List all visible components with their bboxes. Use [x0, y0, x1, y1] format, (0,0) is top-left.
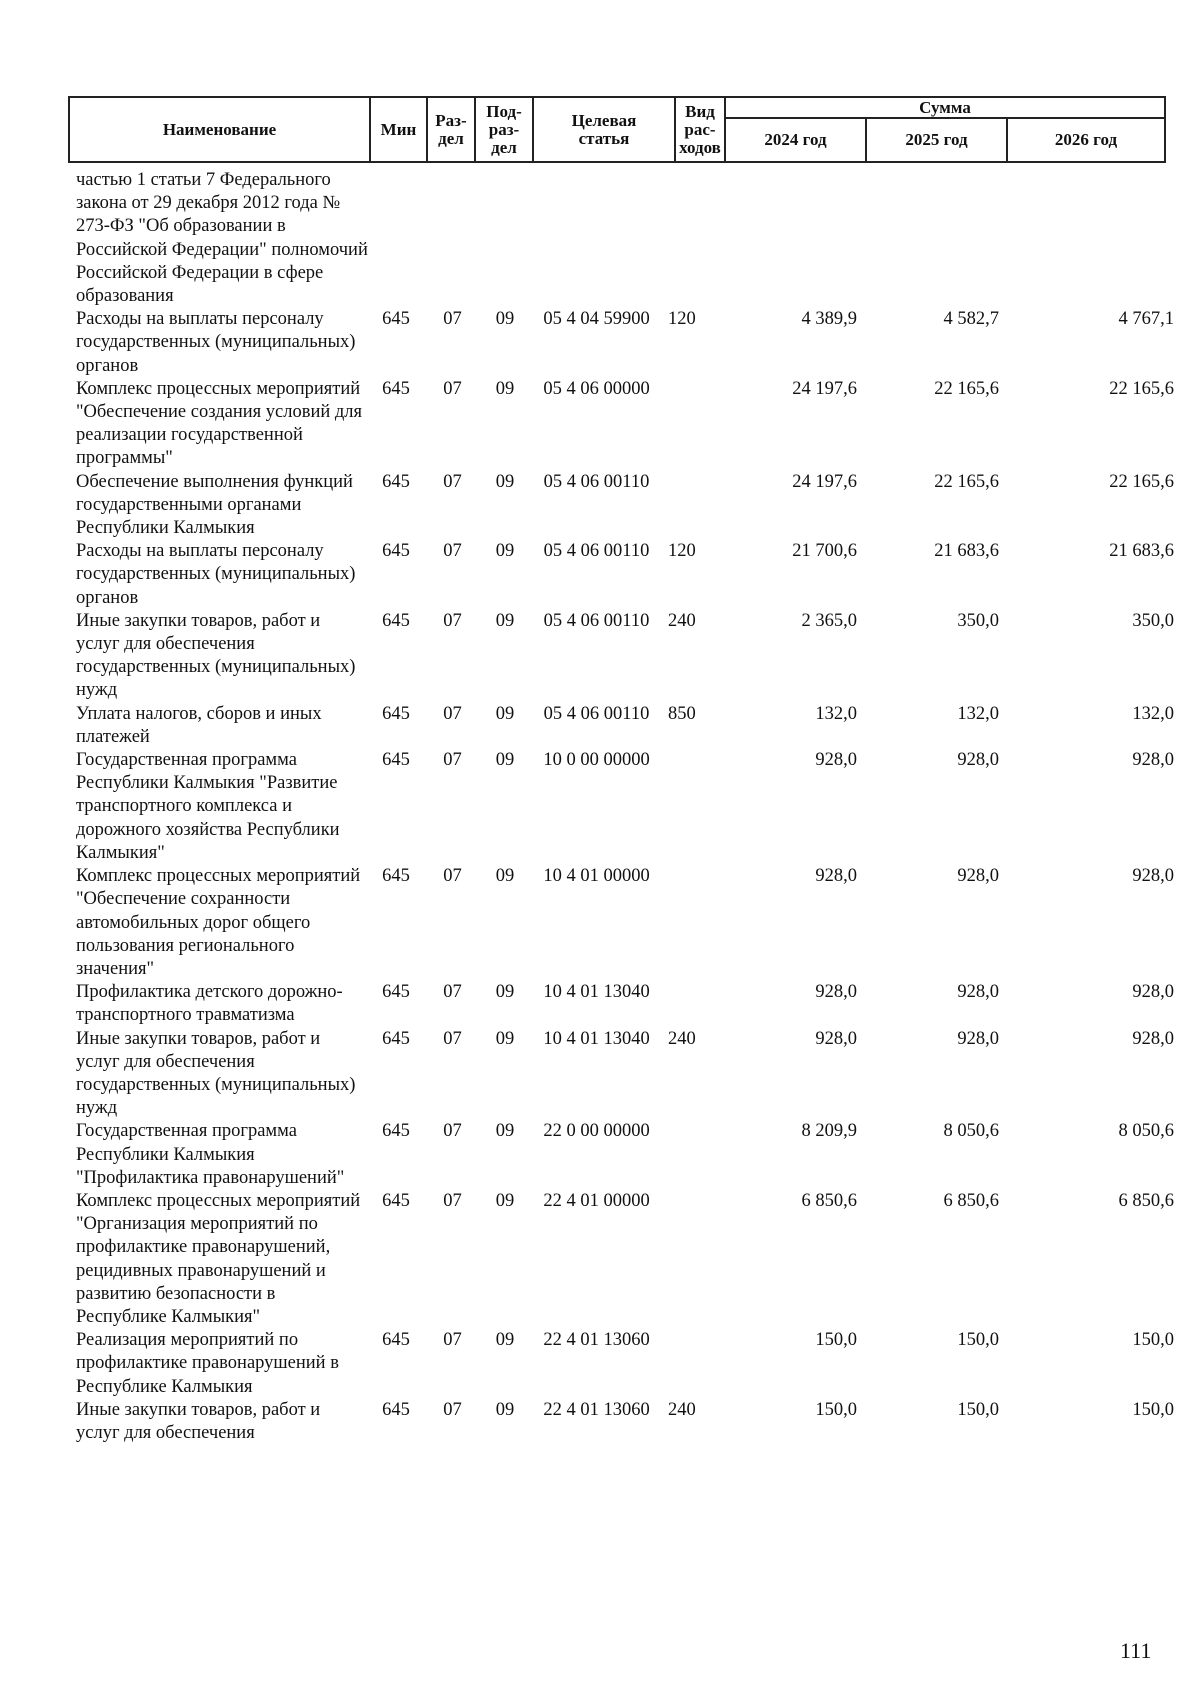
cell-podrazdel: 09 [495, 1399, 515, 1420]
cell-min: 645 [382, 541, 410, 562]
header-year-2026: 2026 год [1007, 118, 1165, 162]
header-podrazdel-line3: дел [491, 137, 517, 157]
cell-2025: 22 165,6 [934, 471, 999, 492]
cell-celevaya: 05 4 06 00000 [543, 378, 650, 399]
cell-2026: 350,0 [1132, 610, 1174, 631]
cell-2025: 928,0 [957, 1028, 999, 1049]
table-row [76, 610, 1176, 703]
cell-2024: 24 197,6 [792, 378, 857, 399]
table-row [76, 1028, 1176, 1121]
cell-razdel: 07 [443, 610, 462, 631]
budget-table-body [76, 169, 1176, 1445]
header-year-2025: 2025 год [866, 118, 1007, 162]
header-celevaya-line2: статья [578, 128, 630, 148]
table-row [76, 1399, 1176, 1445]
cell-min: 645 [382, 309, 410, 330]
table-header [68, 96, 1166, 163]
cell-2025: 150,0 [957, 1330, 999, 1351]
cell-2026: 928,0 [1132, 750, 1174, 771]
cell-2024: 132,0 [815, 703, 857, 724]
cell-name: частью 1 статьи 7 Федерального закона от 29 декабря 2012 года № 273-ФЗ "Об образовании в Российской Федерации" полномочий Российской Федерации в сфере образования [76, 170, 368, 307]
cell-celevaya [529, 169, 664, 308]
cell-razdel: 07 [443, 1028, 462, 1049]
cell-razdel: 07 [443, 982, 462, 1003]
cell-vid [664, 865, 719, 981]
cell-2024: 928,0 [815, 750, 857, 771]
cell-2025 [859, 169, 1001, 308]
cell-vid [664, 981, 719, 1027]
cell-celevaya: 05 4 06 00110 [543, 471, 650, 492]
cell-name: Иные закупки товаров, работ и услуг для обеспечения государственных (муниципальных) нужд [76, 1028, 356, 1119]
cell-podrazdel: 09 [495, 982, 515, 1003]
cell-podrazdel: 09 [495, 471, 515, 492]
header-year-2024: 2024 год [725, 118, 866, 162]
cell-min: 645 [382, 610, 410, 631]
cell-2026: 150,0 [1132, 1330, 1174, 1351]
table-rows [76, 169, 1176, 1445]
table-row [76, 378, 1176, 471]
cell-name: Уплата налогов, сборов и иных платежей [76, 703, 322, 747]
cell-2025: 350,0 [957, 610, 999, 631]
cell-2024: 8 209,9 [801, 1121, 857, 1142]
header-name: Наименование [69, 97, 370, 162]
cell-razdel: 07 [443, 541, 462, 562]
cell-celevaya: 22 4 01 00000 [543, 1190, 650, 1211]
header-vid-line2: рас- [684, 119, 716, 139]
cell-2024: 6 850,6 [801, 1190, 857, 1211]
cell-min: 645 [382, 1330, 410, 1351]
cell-vid [664, 1120, 719, 1190]
cell-min: 645 [382, 1399, 410, 1420]
cell-2026: 928,0 [1132, 866, 1174, 887]
cell-celevaya: 22 0 00 00000 [543, 1121, 650, 1142]
cell-razdel: 07 [443, 309, 462, 330]
cell-razdel: 07 [443, 1121, 462, 1142]
cell-celevaya: 05 4 06 00110 [543, 610, 650, 631]
table-row [76, 308, 1176, 378]
cell-celevaya: 10 4 01 13040 [543, 1028, 650, 1049]
header-razdel [427, 97, 475, 162]
header-razdel-line1: Раз- [435, 110, 467, 130]
cell-celevaya: 22 4 01 13060 [543, 1399, 650, 1420]
cell-podrazdel: 09 [495, 610, 515, 631]
table-row [76, 703, 1176, 749]
cell-vid [664, 1190, 719, 1329]
cell-vid: 240 [668, 610, 696, 631]
table-row [76, 1190, 1176, 1329]
header-razdel-line2: дел [438, 128, 464, 148]
cell-celevaya: 10 0 00 00000 [543, 750, 650, 771]
table-row [76, 1120, 1176, 1190]
cell-min: 645 [382, 1028, 410, 1049]
table-row [76, 540, 1176, 610]
cell-razdel: 07 [443, 750, 462, 771]
cell-2026 [1001, 169, 1176, 308]
cell-razdel [424, 169, 481, 308]
cell-vid: 850 [668, 703, 696, 724]
cell-vid: 240 [668, 1028, 696, 1049]
cell-celevaya: 10 4 01 13040 [543, 982, 650, 1003]
cell-2025: 132,0 [957, 703, 999, 724]
cell-name: Государственная программа Республики Калмыкия "Профилактика правонарушений" [76, 1121, 345, 1188]
header-podrazdel [475, 97, 533, 162]
cell-min: 645 [382, 750, 410, 771]
header-celevaya [533, 97, 675, 162]
header-vid-line1: Вид [685, 101, 715, 121]
cell-2025: 6 850,6 [943, 1190, 999, 1211]
cell-min: 645 [382, 471, 410, 492]
cell-2025: 4 582,7 [943, 309, 999, 330]
cell-min: 645 [382, 1190, 410, 1211]
cell-2024: 150,0 [815, 1330, 857, 1351]
cell-2026: 8 050,6 [1118, 1121, 1174, 1142]
cell-podrazdel: 09 [495, 1330, 515, 1351]
cell-2024: 4 389,9 [801, 309, 857, 330]
cell-razdel: 07 [443, 1190, 462, 1211]
cell-2024: 928,0 [815, 866, 857, 887]
cell-celevaya: 05 4 04 59900 [543, 309, 650, 330]
cell-2025: 22 165,6 [934, 378, 999, 399]
cell-name: Иные закупки товаров, работ и услуг для обеспечения государственных (муниципальных) нужд [76, 610, 356, 701]
header-podrazdel-line1: Под- [486, 101, 522, 121]
cell-podrazdel: 09 [495, 703, 515, 724]
cell-vid: 120 [668, 309, 696, 330]
cell-razdel: 07 [443, 1399, 462, 1420]
cell-2026: 150,0 [1132, 1399, 1174, 1420]
cell-vid [664, 1329, 719, 1399]
cell-podrazdel: 09 [495, 309, 515, 330]
cell-razdel: 07 [443, 378, 462, 399]
cell-name: Комплекс процессных мероприятий "Организация мероприятий по профилактике правонарушений, рецидивных правонарушений и развитию безопасности в Республике Калмыкия" [76, 1190, 361, 1327]
header-vid [675, 97, 725, 162]
cell-min: 645 [382, 866, 410, 887]
cell-name: Реализация мероприятий по профилактике правонарушений в Республике Калмыкия [76, 1330, 339, 1397]
header-celevaya-line1: Целевая [571, 110, 637, 130]
cell-2026: 132,0 [1132, 703, 1174, 724]
cell-podrazdel: 09 [495, 378, 515, 399]
cell-2025: 21 683,6 [934, 541, 999, 562]
cell-podrazdel: 09 [495, 866, 515, 887]
cell-podrazdel: 09 [495, 1121, 515, 1142]
header-podrazdel-line2: раз- [488, 119, 520, 139]
cell-vid [664, 471, 719, 541]
cell-name: Расходы на выплаты персоналу государственных (муниципальных) органов [76, 541, 356, 608]
cell-razdel: 07 [443, 866, 462, 887]
cell-2025: 150,0 [957, 1399, 999, 1420]
cell-min: 645 [382, 1121, 410, 1142]
cell-razdel: 07 [443, 703, 462, 724]
header-min: Мин [370, 97, 427, 162]
header-summa: Сумма [725, 97, 1165, 118]
table-row [76, 865, 1176, 981]
table-row [76, 1329, 1176, 1399]
cell-2026: 6 850,6 [1118, 1190, 1174, 1211]
table-row [76, 471, 1176, 541]
cell-celevaya: 22 4 01 13060 [543, 1330, 650, 1351]
cell-min: 645 [382, 703, 410, 724]
cell-2026: 928,0 [1132, 982, 1174, 1003]
cell-2024: 21 700,6 [792, 541, 857, 562]
table-row [76, 169, 1176, 308]
cell-name: Обеспечение выполнения функций государственными органами Республики Калмыкия [76, 471, 353, 539]
cell-celevaya: 05 4 06 00110 [543, 541, 650, 562]
cell-name: Расходы на выплаты персоналу государственных (муниципальных) органов [76, 309, 356, 376]
cell-celevaya: 05 4 06 00110 [543, 703, 650, 724]
cell-name: Комплекс процессных мероприятий "Обеспечение создания условий для реализации государственной программы" [76, 378, 363, 469]
cell-2025: 8 050,6 [943, 1121, 999, 1142]
cell-2026: 21 683,6 [1109, 541, 1174, 562]
cell-podrazdel [481, 169, 529, 308]
cell-2024: 928,0 [815, 982, 857, 1003]
cell-name: Профилактика детского дорожно-транспортного травматизма [76, 982, 343, 1026]
cell-min [368, 169, 424, 308]
page-number: 111 [1120, 1638, 1152, 1663]
cell-2026: 22 165,6 [1109, 378, 1174, 399]
cell-2024: 2 365,0 [801, 610, 857, 631]
cell-podrazdel: 09 [495, 1028, 515, 1049]
cell-2026: 4 767,1 [1118, 309, 1174, 330]
cell-vid [664, 749, 719, 865]
cell-2025: 928,0 [957, 982, 999, 1003]
cell-vid [664, 169, 719, 308]
cell-vid: 240 [668, 1399, 696, 1420]
cell-vid [664, 378, 719, 471]
cell-min: 645 [382, 378, 410, 399]
table-row [76, 981, 1176, 1027]
cell-min: 645 [382, 982, 410, 1003]
cell-razdel: 07 [443, 1330, 462, 1351]
cell-2025: 928,0 [957, 866, 999, 887]
cell-name: Комплекс процессных мероприятий "Обеспечение сохранности автомобильных дорог общего пользования регионального значения" [76, 866, 361, 979]
cell-podrazdel: 09 [495, 541, 515, 562]
cell-2025: 928,0 [957, 750, 999, 771]
table-row [76, 749, 1176, 865]
cell-2024: 928,0 [815, 1028, 857, 1049]
cell-podrazdel: 09 [495, 1190, 515, 1211]
cell-name: Иные закупки товаров, работ и услуг для обеспечения [76, 1399, 321, 1443]
cell-name: Государственная программа Республики Калмыкия "Развитие транспортного комплекса и дорожного хозяйства Республики Калмыкия" [76, 750, 340, 863]
cell-2026: 928,0 [1132, 1028, 1174, 1049]
cell-celevaya: 10 4 01 00000 [543, 866, 650, 887]
cell-2026: 22 165,6 [1109, 471, 1174, 492]
cell-2024: 24 197,6 [792, 471, 857, 492]
cell-2024: 150,0 [815, 1399, 857, 1420]
cell-vid: 120 [668, 541, 696, 562]
cell-podrazdel: 09 [495, 750, 515, 771]
cell-razdel: 07 [443, 471, 462, 492]
cell-2024 [719, 169, 859, 308]
header-vid-line3: ходов [679, 137, 721, 157]
